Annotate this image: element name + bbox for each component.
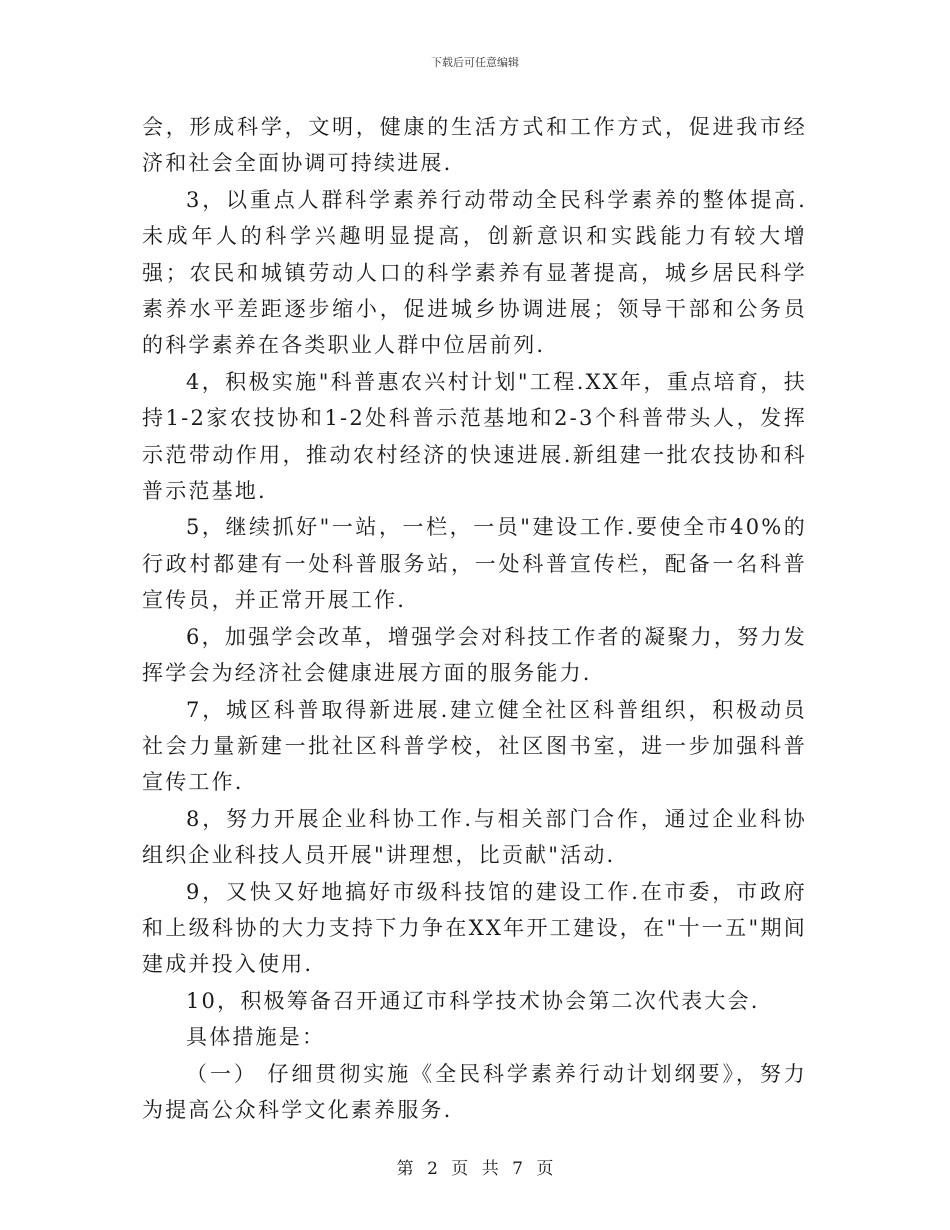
paragraph-item-8: 8，努力开展企业科协工作.与相关部门合作，通过企业科协组织企业科技人员开展"讲理想，比贡献"活动. xyxy=(142,806,807,868)
footer-suffix: 页 xyxy=(536,1159,554,1179)
footer-total-pages: 7 xyxy=(512,1159,523,1179)
paragraph-item-6: 6，加强学会改革，增强学会对科技工作者的凝聚力，努力发挥学会为经济社会健康进展方面的服务能力. xyxy=(142,624,807,686)
paragraph-item-4: 4，积极实施"科普惠农兴村计划"工程.XX年，重点培育，扶持1-2家农技协和1-2处科普示范基地和2-3个科普带头人，发挥示范带动作用，推动农村经济的快速进展.新组建一批农技协和科普示范基地. xyxy=(142,369,807,504)
footer-current-page: 2 xyxy=(427,1159,438,1179)
document-body xyxy=(142,109,807,1128)
footer-total-label: 共 xyxy=(481,1159,499,1179)
page-footer xyxy=(0,1154,950,1179)
header-text: 下载后可任意编辑 xyxy=(431,56,519,69)
paragraph-measures-intro: 具体措施是： xyxy=(186,1025,326,1050)
footer-prefix: 第 xyxy=(396,1159,414,1179)
footer-middle: 页 xyxy=(451,1159,469,1179)
paragraph-item-7: 7，城区科普取得新进展.建立健全社区科普组织，积极动员社会力量新建一批社区科普学校，社区图书室，进一步加强科普宣传工作. xyxy=(142,697,807,795)
paragraph-item-5: 5，继续抓好"一站，一栏，一员"建设工作.要使全市40%的行政村都建有一处科普服务站，一处科普宣传栏，配备一名科普宣传员，并正常开展工作. xyxy=(142,515,807,613)
paragraph-measure-1: （一） 仔细贯彻实施《全民科学素养行动计划纲要》，努力为提高公众科学文化素养服务. xyxy=(142,1061,807,1122)
paragraph-continuation: 会，形成科学，文明，健康的生活方式和工作方式，促进我市经济和社会全面协调可持续进展. xyxy=(142,115,807,176)
paragraph-item-3: 3，以重点人群科学素养行动带动全民科学素养的整体提高.未成年人的科学兴趣明显提高，创新意识和实践能力有较大增强；农民和城镇劳动人口的科学素养有显著提高，城乡居民科学素养水平差距逐步缩小，促进城乡协调进展；领导干部和公务员的科学素养在各类职业人群中位居前列. xyxy=(142,187,807,358)
page-header xyxy=(0,54,950,70)
paragraph-item-10: 10，积极筹备召开通辽市科学技术协会第二次代表大会. xyxy=(186,988,760,1013)
paragraph-item-9: 9，又快又好地搞好市级科技馆的建设工作.在市委，市政府和上级科协的大力支持下力争在XX年开工建设，在"十一五"期间建成并投入使用. xyxy=(142,879,807,977)
